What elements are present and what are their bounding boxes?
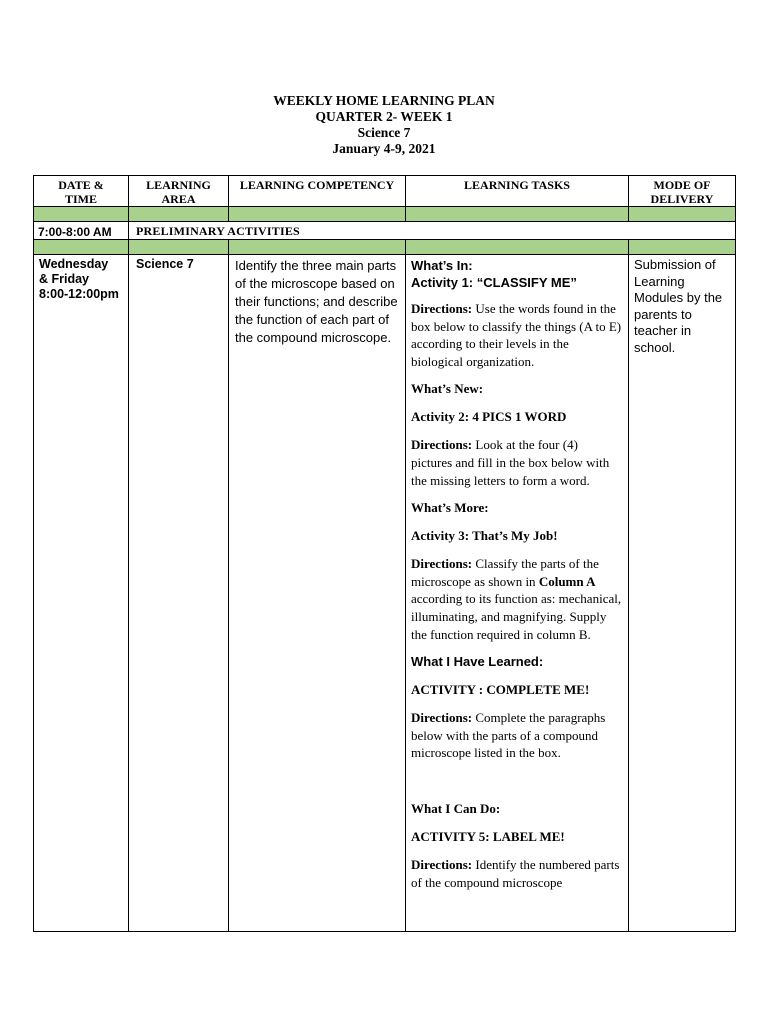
activity-1-directions: Directions: Use the words found in the box below to classify the things (A to E) according to their levels in the biological organization.: [411, 301, 622, 369]
preliminary-label: PRELIMINARY ACTIVITIES: [129, 222, 736, 240]
date-range: January 4-9, 2021: [332, 141, 436, 156]
preliminary-time: 7:00-8:00 AM: [34, 222, 129, 240]
mode-of-delivery-cell: Submission of Learning Modules by the parents to teacher in school.: [629, 255, 736, 932]
activity-5-directions: Directions: Identify the numbered parts of the compound microscope: [411, 856, 620, 890]
col-learning-competency: LEARNING COMPETENCY: [229, 176, 406, 207]
subject: Science 7: [357, 125, 411, 140]
learning-area-cell: Science 7: [129, 255, 229, 932]
green-separator-row: [34, 240, 736, 255]
activity-3-title: Activity 3: That’s My Job!: [411, 528, 558, 544]
document-header: [0, 93, 768, 157]
col-date-time: DATE & TIME: [34, 176, 129, 207]
activity-2-directions: Directions: Look at the four (4) pictures and fill in the box below with the missing letters to form a word.: [411, 437, 610, 488]
col-learning-tasks: LEARNING TASKS: [406, 176, 629, 207]
activity-3-directions: Directions: Classify the parts of the microscope as shown in Column A according to its function as: mechanical, illuminating, and magnifying. Supply the function required in column B.: [411, 556, 622, 642]
day-time-cell: Wednesday & Friday 8:00-12:00pm: [34, 255, 129, 932]
col-learning-area: LEARNING AREA: [129, 176, 229, 207]
schedule-row: [34, 255, 736, 932]
col-mode-of-delivery: MODE OF DELIVERY: [629, 176, 736, 207]
activity-4-directions: Directions: Complete the paragraphs below with the parts of a compound microscope listed in the box.: [411, 710, 606, 761]
preliminary-row: [34, 222, 736, 240]
learning-tasks-cell: [406, 255, 629, 932]
whats-in-heading: What’s In:: [411, 258, 473, 273]
learning-plan-table: [33, 175, 736, 932]
activity-4-title: ACTIVITY : COMPLETE ME!: [411, 682, 590, 698]
activity-1-title: Activity 1: “CLASSIFY ME”: [411, 275, 577, 290]
plan-title: WEEKLY HOME LEARNING PLAN: [273, 93, 495, 108]
activity-5-title: ACTIVITY 5: LABEL ME!: [411, 828, 565, 844]
what-i-can-do-heading: What I Can Do:: [411, 800, 501, 816]
quarter-week: QUARTER 2- WEEK 1: [315, 109, 453, 124]
what-i-have-learned-heading: What I Have Learned:: [411, 654, 544, 670]
activity-2-title: Activity 2: 4 PICS 1 WORD: [411, 409, 567, 425]
whats-more-heading: What’s More:: [411, 500, 489, 516]
learning-competency-cell: Identify the three main parts of the microscope based on their functions; and describe the function of each part of the compound microscope.: [229, 255, 406, 932]
column-header-row: [34, 176, 736, 207]
green-separator-row: [34, 207, 736, 222]
whats-new-heading: What’s New:: [411, 381, 484, 397]
